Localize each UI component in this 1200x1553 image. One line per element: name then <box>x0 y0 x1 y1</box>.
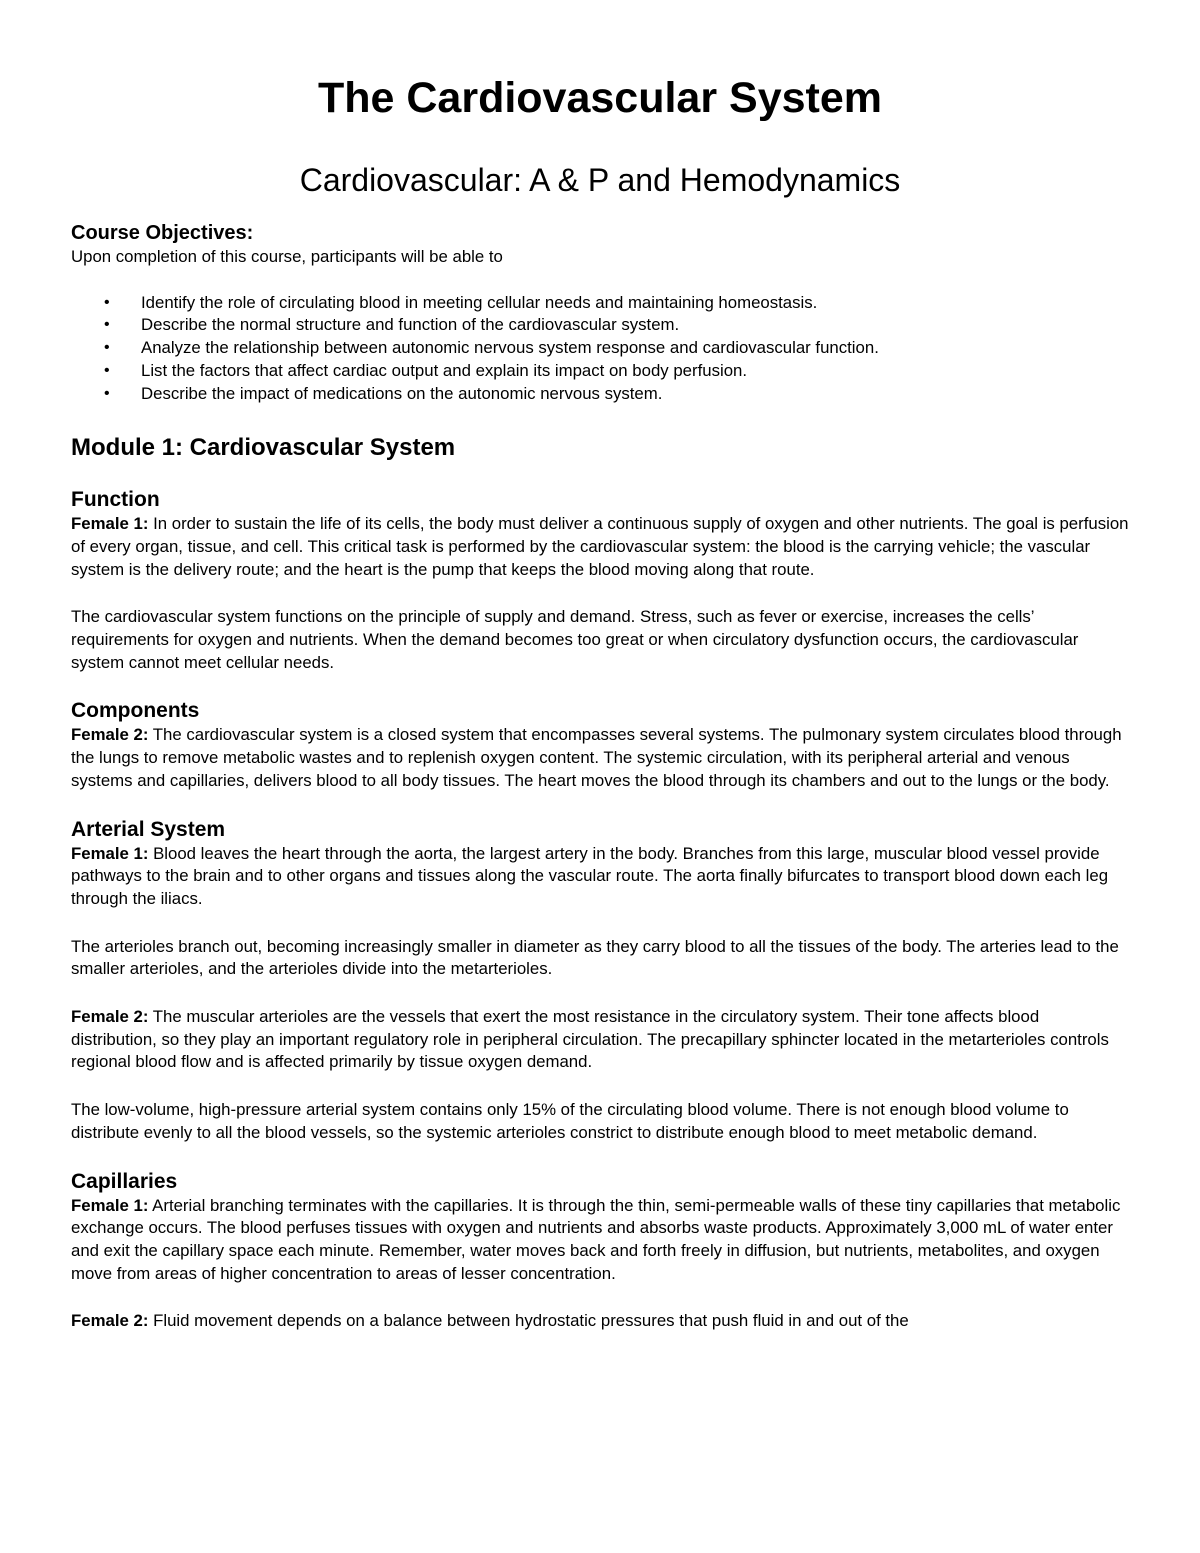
section-heading-capillaries: Capillaries <box>71 1169 178 1193</box>
bullet-icon: • <box>104 384 110 402</box>
bullet-icon: • <box>104 316 110 334</box>
paragraph-text: Blood leaves the heart through the aorta, the largest artery in the body. Branches from this large, muscular blood vessel provide pathways to the brain and to other organs and tissues along the vascular route. The aorta finally bifurcates to transport blood down each leg through the iliacs. <box>71 843 1109 908</box>
arterial-paragraph-3 <box>71 1006 1129 1074</box>
document-title: The Cardiovascular System <box>317 74 883 122</box>
objectives-list <box>71 292 1129 406</box>
speaker-label: Female 2: <box>71 1007 149 1027</box>
objective-text: Describe the normal structure and function of the cardiovascular system. <box>141 315 680 335</box>
speaker-label: Female 2: <box>71 725 149 745</box>
objective-item <box>71 314 1129 337</box>
section-heading-arterial-system: Arterial System <box>71 817 226 841</box>
paragraph-text: Fluid movement depends on a balance between hydrostatic pressures that push fluid in and out of the <box>148 1311 909 1331</box>
module-heading: Module 1: Cardiovascular System <box>71 434 456 462</box>
objective-text: Analyze the relationship between autonomic nervous system response and cardiovascular function. <box>141 338 879 358</box>
function-paragraph-1 <box>71 513 1129 581</box>
paragraph-text: In order to sustain the life of its cells, the body must deliver a continuous supply of oxygen and other nutrients. The goal is perfusion of every organ, tissue, and cell. This critical task is performed by the cardiovascular system: the blood is the carrying vehicle; the vascular system is the delivery route; and the heart is the pump that keeps the blood moving along that route. <box>71 514 1129 579</box>
paragraph-text: The cardiovascular system is a closed system that encompasses several systems. The pulmonary system circulates blood through the lungs to remove metabolic wastes and to replenish oxygen content. The systemic circulation, with its peripheral arterial and venous systems and capillaries, delivers blood to all body tissues. The heart moves the blood through its chambers and out to the lungs or the body. <box>71 725 1122 790</box>
objective-item <box>71 292 1129 315</box>
speaker-label: Female 1: <box>71 1195 149 1215</box>
bullet-icon: • <box>104 361 110 379</box>
document-content <box>71 72 1129 1333</box>
objective-text: Identify the role of circulating blood in meeting cellular needs and maintaining homeostasis. <box>141 292 818 312</box>
objectives-intro: Upon completion of this course, participants will be able to <box>71 247 503 266</box>
paragraph-text: The muscular arterioles are the vessels that exert the most resistance in the circulatory system. Their tone affects blood distribution, so they play an important regulatory role in peripheral circulation. The precapillary sphincter located in the metarterioles controls regional blood flow and is affected primarily by tissue oxygen demand. <box>71 1007 1109 1072</box>
capillaries-paragraph-2 <box>71 1310 1129 1333</box>
speaker-label: Female 1: <box>71 843 149 863</box>
speaker-label: Female 1: <box>71 514 149 534</box>
function-paragraph-2: The cardiovascular system functions on the principle of supply and demand. Stress, such as fever or exercise, increases the cells’ requirements for oxygen and nutrients. When the demand becomes too great or when circulatory dysfunction occurs, the cardiovascular system cannot meet cellular needs. <box>71 607 1079 672</box>
objective-text: Describe the impact of medications on the autonomic nervous system. <box>141 383 663 403</box>
objective-item <box>71 383 1129 406</box>
speaker-label: Female 2: <box>71 1311 149 1331</box>
objective-item <box>71 360 1129 383</box>
capillaries-paragraph-1 <box>71 1195 1129 1286</box>
arterial-paragraph-2: The arterioles branch out, becoming increasingly smaller in diameter as they carry blood to all the tissues of the body. The arteries lead to the smaller arterioles, and the arterioles divide into the metarterioles. <box>71 936 1119 979</box>
components-paragraph-1 <box>71 724 1129 792</box>
section-heading-function: Function <box>71 488 160 512</box>
objectives-heading: Course Objectives: <box>71 222 254 244</box>
bullet-icon: • <box>104 339 110 357</box>
section-heading-components: Components <box>71 699 200 723</box>
document-subtitle: Cardiovascular: A & P and Hemodynamics <box>299 162 901 198</box>
objective-text: List the factors that affect cardiac output and explain its impact on body perfusion. <box>141 360 748 380</box>
bullet-icon: • <box>104 293 110 311</box>
arterial-paragraph-4: The low-volume, high-pressure arterial system contains only 15% of the circulating blood volume. There is not enough blood volume to distribute evenly to all the blood vessels, so the systemic arterioles constrict to distribute enough blood to meet metabolic demand. <box>71 1100 1069 1142</box>
paragraph-text: Arterial branching terminates with the capillaries. It is through the thin, semi-permeable walls of these tiny capillaries that metabolic exchange occurs. The blood perfuses tissues with oxygen and nutrients and absorbs waste products. Approximately 3,000 mL of water enter and exit the capillary space each minute. Remember, water moves back and forth freely in diffusion, but nutrients, metabolites, and oxygen move from areas of higher concentration to areas of lesser concentration. <box>71 1195 1121 1283</box>
objective-item <box>71 337 1129 360</box>
arterial-paragraph-1 <box>71 843 1129 911</box>
